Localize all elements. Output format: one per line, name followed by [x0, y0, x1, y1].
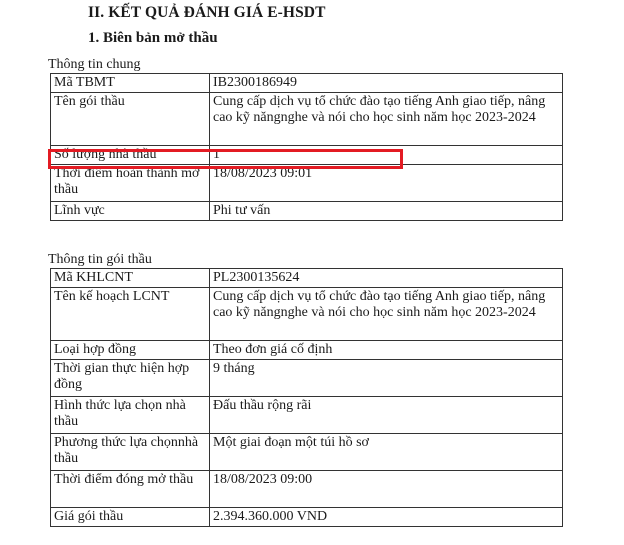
highlight-box	[48, 149, 403, 169]
row-label: Thời điểm đóng mở thầu	[51, 471, 210, 508]
row-label: Tên kế hoạch LCNT	[51, 288, 210, 341]
table-row	[51, 397, 563, 434]
row-label: Số lượng nhà thầu	[51, 146, 210, 165]
general-info-table	[50, 73, 563, 221]
row-value: Cung cấp dịch vụ tổ chức đào tạo tiếng Anh giao tiếp, nâng cao kỹ năngnghe và nói cho học sinh năm học 2023-2024	[210, 288, 563, 341]
package-info-table	[50, 268, 563, 527]
package-info-title: Thông tin gói thầu	[48, 252, 152, 267]
row-label: Mã KHLCNT	[51, 269, 210, 288]
row-label: Phương thức lựa chọnnhà thầu	[51, 434, 210, 471]
table-row	[51, 202, 563, 221]
row-value: 18/08/2023 09:01	[210, 165, 563, 202]
row-value: Một giai đoạn một túi hồ sơ	[210, 434, 563, 471]
row-value: Đấu thầu rộng rãi	[210, 397, 563, 434]
row-value: Cung cấp dịch vụ tổ chức đào tạo tiếng Anh giao tiếp, nâng cao kỹ năngnghe và nói cho học sinh năm học 2023-2024	[210, 93, 563, 146]
table-row	[51, 269, 563, 288]
row-value: Phi tư vấn	[210, 202, 563, 221]
row-label: Loại hợp đồng	[51, 341, 210, 360]
row-label: Giá gói thầu	[51, 508, 210, 527]
row-label: Tên gói thầu	[51, 93, 210, 146]
table-row	[51, 93, 563, 146]
row-label: Thời gian thực hiện hợp đồng	[51, 360, 210, 397]
table-row	[51, 288, 563, 341]
table-row	[51, 471, 563, 508]
table-row	[51, 434, 563, 471]
table-row	[51, 341, 563, 360]
row-value: 18/08/2023 09:00	[210, 471, 563, 508]
row-label: Hình thức lựa chọn nhà thầu	[51, 397, 210, 434]
table-row	[51, 508, 563, 527]
row-value: PL2300135624	[210, 269, 563, 288]
table-row	[51, 165, 563, 202]
row-value: IB2300186949	[210, 74, 563, 93]
row-value: 1	[210, 146, 563, 165]
row-value: 9 tháng	[210, 360, 563, 397]
row-label: Mã TBMT	[51, 74, 210, 93]
section-heading: II. KẾT QUẢ ĐÁNH GIÁ E-HSDT	[88, 4, 326, 21]
table-row	[51, 74, 563, 93]
row-label: Thời điểm hoàn thành mở thầu	[51, 165, 210, 202]
row-value: Theo đơn giá cố định	[210, 341, 563, 360]
subsection-heading: 1. Biên bản mở thầu	[88, 30, 218, 46]
row-label: Lĩnh vực	[51, 202, 210, 221]
row-value: 2.394.360.000 VND	[210, 508, 563, 527]
table-row	[51, 360, 563, 397]
general-info-title: Thông tin chung	[48, 57, 141, 72]
